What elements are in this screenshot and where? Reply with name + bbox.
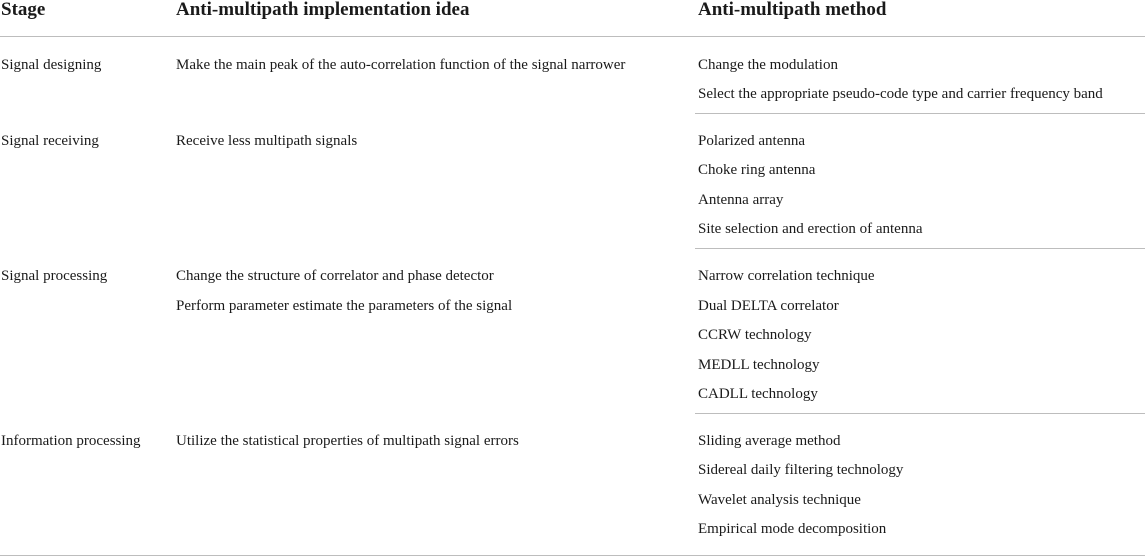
row-stage: Signal processing (1, 268, 108, 284)
row-method: Choke ring antenna (698, 162, 816, 178)
bottom-rule (0, 555, 1145, 556)
row-method: Site selection and erection of antenna (698, 221, 923, 237)
row-idea: Utilize the statistical properties of multipath signal errors (176, 433, 519, 449)
row-method: Dual DELTA correlator (698, 298, 839, 314)
method-rule (695, 113, 1145, 114)
row-method: Empirical mode decomposition (698, 521, 887, 537)
row-stage: Information processing (1, 433, 141, 449)
row-method: Polarized antenna (698, 133, 806, 149)
header-idea: Anti-multipath implementation idea (176, 0, 470, 20)
row-idea: Receive less multipath signals (176, 133, 358, 149)
row-method: Sidereal daily filtering technology (698, 462, 904, 478)
row-method: CCRW technology (698, 327, 812, 343)
row-method: Antenna array (698, 192, 784, 208)
row-idea: Change the structure of correlator and phase detector (176, 268, 494, 284)
row-method: CADLL technology (698, 386, 818, 402)
method-rule (695, 248, 1145, 249)
header-method: Anti-multipath method (698, 0, 887, 20)
row-stage: Signal receiving (1, 133, 99, 149)
row-method: MEDLL technology (698, 357, 820, 373)
row-method: Select the appropriate pseudo-code type and carrier frequency band (698, 86, 1103, 102)
row-idea: Perform parameter estimate the parameters of the signal (176, 298, 513, 314)
row-method: Sliding average method (698, 433, 841, 449)
row-method: Narrow correlation technique (698, 268, 875, 284)
row-idea: Make the main peak of the auto-correlation function of the signal narrower (176, 57, 626, 73)
row-method: Change the modulation (698, 57, 838, 73)
method-rule (695, 413, 1145, 414)
header-rule (0, 36, 1145, 37)
header-stage: Stage (1, 0, 46, 20)
row-stage: Signal designing (1, 57, 102, 73)
row-method: Wavelet analysis technique (698, 492, 861, 508)
